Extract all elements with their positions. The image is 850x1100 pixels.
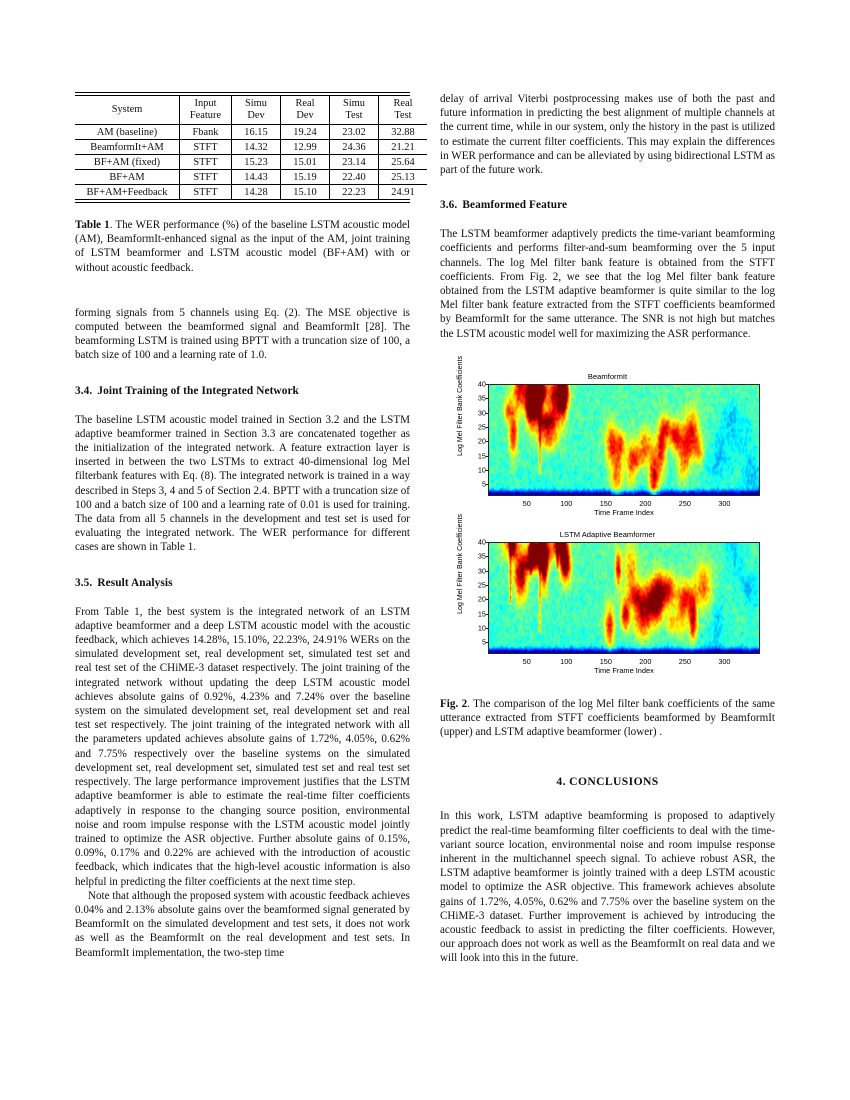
header-line-1: Simu (343, 98, 365, 109)
col-header-system (75, 96, 180, 125)
table-body (75, 125, 427, 200)
x-axis-label: Time Frame Index (594, 665, 654, 675)
cell-real-test: 24.91 (379, 185, 428, 200)
header-line-2: Test (345, 109, 363, 121)
y-tick-label: 15 (477, 609, 486, 619)
x-tick-label: 200 (639, 498, 652, 508)
cell-input-feature: STFT (180, 140, 232, 155)
cell-real-test: 25.13 (379, 170, 428, 185)
header-line-2: Test (394, 109, 412, 121)
y-axis-ticks (464, 537, 486, 654)
right-column (440, 92, 775, 966)
y-tick-label: 25 (477, 422, 486, 432)
cell-simu-dev: 14.28 (232, 185, 281, 200)
y-tick-label: 15 (477, 451, 486, 461)
paragraph-conclusions: In this work, LSTM adaptive beamforming is proposed to adaptively predict the real-time beamforming filter coefficients to deal with the time-variant source location, environmental noise and room impulse response inherent in the multichannel speech signal. To achieve robust ASR, the LSTM adaptive beamformer is jointly trained with a deep LSTM acoustic model to optimize the ASR objective. This framework achieves absolute gains of 1.72%, 4.05%, 0.62% and 7.75% over the baseline system on the CHiME-3 dataset. Further improvement is achieved by introducing the acoustic feedback to assist in predicting the filter coefficients. However, our approach does not work as well as the BeamformIt on real data and we will look into this in the future. (440, 810, 775, 965)
caption-body: . The comparison of the log Mel filter bank coefficients of the same utterance extracted from STFT coefficients beamformed by BeamformIt (upper) and LSTM adaptive beamformer (lower) . (440, 697, 775, 739)
table-row (75, 155, 427, 170)
table-1-caption (75, 218, 410, 275)
x-tick-mark (724, 492, 725, 496)
plot-title: LSTM Adaptive Beamformer (559, 529, 656, 539)
cell-real-test: 32.88 (379, 125, 428, 140)
x-tick-mark (685, 492, 686, 496)
table-header (75, 96, 427, 125)
cell-system: BeamformIt+AM (75, 140, 180, 155)
header-line-1: Simu (245, 98, 267, 109)
section-heading-3-5 (75, 576, 410, 590)
x-tick-label: 150 (599, 498, 612, 508)
cell-real-dev: 15.19 (281, 170, 330, 185)
cell-real-dev: 15.10 (281, 185, 330, 200)
header-line-1: System (111, 103, 143, 115)
y-tick-label: 10 (477, 623, 486, 633)
cell-simu-dev: 16.15 (232, 125, 281, 140)
col-header-input-feature (180, 96, 232, 125)
x-tick-mark (645, 492, 646, 496)
header-line-2: Feature (189, 109, 222, 121)
y-tick-label: 35 (477, 551, 486, 561)
cell-real-test: 21.21 (379, 140, 428, 155)
cell-simu-dev: 14.43 (232, 170, 281, 185)
y-tick-label: 40 (477, 379, 486, 389)
col-header-simu-test (330, 96, 379, 125)
cell-input-feature: Fbank (180, 125, 232, 140)
table-header-row (75, 96, 427, 125)
spectrogram-image (488, 384, 760, 496)
x-tick-mark (724, 650, 725, 654)
header-line-1: Input (194, 98, 217, 109)
section-title: Joint Training of the Integrated Network (97, 384, 299, 397)
spectrogram-beamformit (440, 355, 775, 524)
cell-real-dev: 12.99 (281, 140, 330, 155)
col-header-real-dev (281, 96, 330, 125)
x-tick-mark (527, 492, 528, 496)
cell-real-dev: 19.24 (281, 125, 330, 140)
paragraph-section-3-4: The baseline LSTM acoustic model trained in Section 3.2 and the LSTM adaptive beamformer trained in Section 3.3 are concatenated together as the initialization of the integrated network. A feature extraction layer is inserted in between the two LSTMs to extract 40-dimensional log Mel filterbank features with Eq. (8). The integrated network is trained in a way described in Steps 3, 4 and 5 of Section 2.4. BPTT with a truncation size of 100 and a batch size of 100 and a learning rate of 0.01 is used for training. The data from all 5 channels in the development and test set is used for evaluating the integrated network. The WER performance for different cases are shown in Table 1. (75, 413, 410, 554)
header-line-1: Real (295, 98, 315, 109)
section-title: Result Analysis (97, 576, 173, 589)
section-number: 3.5. (75, 576, 93, 589)
cell-real-test: 25.64 (379, 155, 428, 170)
x-tick-mark (566, 492, 567, 496)
section-number: 3.6. (440, 199, 458, 212)
figure-2 (440, 355, 775, 740)
x-tick-label: 150 (599, 656, 612, 666)
y-tick-label: 5 (481, 479, 486, 489)
table-1 (75, 92, 415, 203)
x-tick-label: 250 (678, 656, 691, 666)
section-title: Beamformed Feature (462, 199, 568, 212)
y-axis-label: Log Mel Filter Bank Coefficients (456, 513, 464, 614)
table-row (75, 170, 427, 185)
x-tick-mark (606, 492, 607, 496)
y-tick-label: 25 (477, 580, 486, 590)
x-tick-label: 200 (639, 656, 652, 666)
header-line-2: Dev (247, 109, 265, 121)
cell-simu-test: 22.40 (330, 170, 379, 185)
x-tick-mark (645, 650, 646, 654)
cell-input-feature: STFT (180, 185, 232, 200)
cell-simu-dev: 15.23 (232, 155, 281, 170)
cell-simu-test: 22.23 (330, 185, 379, 200)
x-tick-label: 50 (522, 656, 531, 666)
paragraph-section-3-6: The LSTM beamformer adaptively predicts the time-variant beamforming coefficients and performs filter-and-sum beamforming over the 5 input channels. The log Mel filter bank feature is obtained from the STFT coefficients. From Fig. 2, we see that the log Mel filter bank feature obtained from the LSTM adaptive beamformer is quite similar to the log Mel filter bank feature extracted from the STFT coefficients beamformed by BeamformIt for the same utterance. The SNR is not high but matches the LSTM acoustic model well for maximizing the ASR performance. (440, 228, 775, 340)
plot-title: BeamformIt (587, 371, 628, 381)
paragraph-delay-of-arrival: delay of arrival Viterbi postprocessing makes use of both the past and future information in predicting the best alignment of multiple channels at the current time, while in our system, only the history in the past is utilized to estimate the current filter coefficients. This may explain the differences in WER performance and can be alleviated by using bidirectional LSTM as part of the future work. (440, 93, 775, 177)
y-tick-label: 30 (477, 408, 486, 418)
cell-system: AM (baseline) (75, 125, 180, 140)
table-bottom-rule (75, 199, 410, 203)
paragraph-beamforming-signals: forming signals from 5 channels using Eq. (2). The MSE objective is computed between the beamformed signal and BeamformIt [28]. The beamforming LSTM is trained using BPTT with a truncation size of 100, a batch size of 100 and a learning rate of 1.0. (75, 306, 410, 362)
table-row (75, 125, 427, 140)
cell-system: BF+AM (75, 170, 180, 185)
x-tick-label: 50 (522, 498, 531, 508)
cell-simu-test: 23.14 (330, 155, 379, 170)
caption-label: Fig. 2 (440, 697, 468, 710)
y-tick-label: 40 (477, 537, 486, 547)
x-tick-label: 300 (718, 656, 731, 666)
x-tick-label: 100 (560, 656, 573, 666)
two-column-layout (75, 92, 775, 966)
section-number: 3.4. (75, 384, 93, 397)
y-tick-label: 5 (481, 637, 486, 647)
y-tick-label: 10 (477, 465, 486, 475)
spectrogram-lstm-adaptive-beamformer (440, 513, 775, 682)
cell-system: BF+AM+Feedback (75, 185, 180, 200)
x-tick-label: 100 (560, 498, 573, 508)
y-tick-label: 20 (477, 594, 486, 604)
x-tick-mark (606, 650, 607, 654)
cell-simu-test: 23.02 (330, 125, 379, 140)
section-heading-3-4 (75, 384, 410, 398)
cell-real-dev: 15.01 (281, 155, 330, 170)
header-line-1: Real (393, 98, 413, 109)
col-header-real-test (379, 96, 428, 125)
y-tick-label: 35 (477, 393, 486, 403)
x-tick-mark (527, 650, 528, 654)
cell-simu-dev: 14.32 (232, 140, 281, 155)
paragraph-result-analysis-2: Note that although the proposed system with acoustic feedback achieves 0.04% and 2.13% absolute gains over the beamformed signal generated by BeamformIt on the simulated development and test sets, it does not work as well as the BeamformIt on the real development and test sets. In BeamformIt implementation, the two-step time (75, 889, 410, 959)
cell-input-feature: STFT (180, 170, 232, 185)
table-row (75, 185, 427, 200)
col-header-simu-dev (232, 96, 281, 125)
section-heading-3-6 (440, 198, 775, 212)
caption-body: . The WER performance (%) of the baseline LSTM acoustic model (AM), BeamformIt-enhanced signal as the input of the AM, joint training of LSTM beamformer and LSTM acoustic model (BF+AM) with or without acoustic feedback. (75, 219, 411, 274)
left-column (75, 92, 415, 966)
caption-label: Table 1 (75, 219, 110, 231)
x-tick-mark (685, 650, 686, 654)
header-line-2: Dev (296, 109, 314, 121)
y-tick-label: 20 (477, 436, 486, 446)
x-tick-mark (566, 650, 567, 654)
x-tick-label: 300 (718, 498, 731, 508)
y-tick-label: 30 (477, 566, 486, 576)
paragraph-result-analysis-1: From Table 1, the best system is the integrated network of an LSTM adaptive beamformer and a deep LSTM acoustic model with the acoustic feedback, which achieves 14.28%, 15.10%, 22.23%, 24.91% WERs on the simulated development set, real development set, simulated test set and real test set of the CHiME-3 dataset respectively. The joint training of the integrated network without updating the deep LSTM acoustic model achieves absolute gains of 0.92%, 4.23% and 7.24% over the baseline system on the simulated development set, real development set and real test set respectively. The joint training of the integrated network with all the parameters updated achieves absolute gains of 1.72%, 4.05%, 0.62% and 7.75% respectively over the baseline systems on the simulated development set, real development set, simulated test set and real test set respectively. The large performance improvement justifies that the LSTM adaptive beamformer is able to estimate the real-time filter coefficients adaptively in response to the changing source position, environmental noise and room impulse response with the LSTM acoustic model jointly trained to optimize the ASR objective. Further absolute gains of 0.15%, 0.09%, 0.17% and 0.22% are achieved with the introduction of acoustic feedback, which indicates that the high-level acoustic information is also helpful in predicting the filter coefficients at the next time step. (75, 605, 410, 888)
x-tick-label: 250 (678, 498, 691, 508)
cell-input-feature: STFT (180, 155, 232, 170)
wer-results-table (75, 96, 427, 199)
y-axis-ticks (464, 379, 486, 496)
cell-simu-test: 24.36 (330, 140, 379, 155)
section-heading-4-conclusions: 4. CONCLUSIONS (556, 775, 659, 789)
y-axis-label: Log Mel Filter Bank Coefficients (456, 355, 464, 456)
figure-2-caption (440, 697, 775, 740)
table-row (75, 140, 427, 155)
spectrogram-image (488, 542, 760, 654)
cell-system: BF+AM (fixed) (75, 155, 180, 170)
x-axis-label: Time Frame Index (594, 507, 654, 517)
